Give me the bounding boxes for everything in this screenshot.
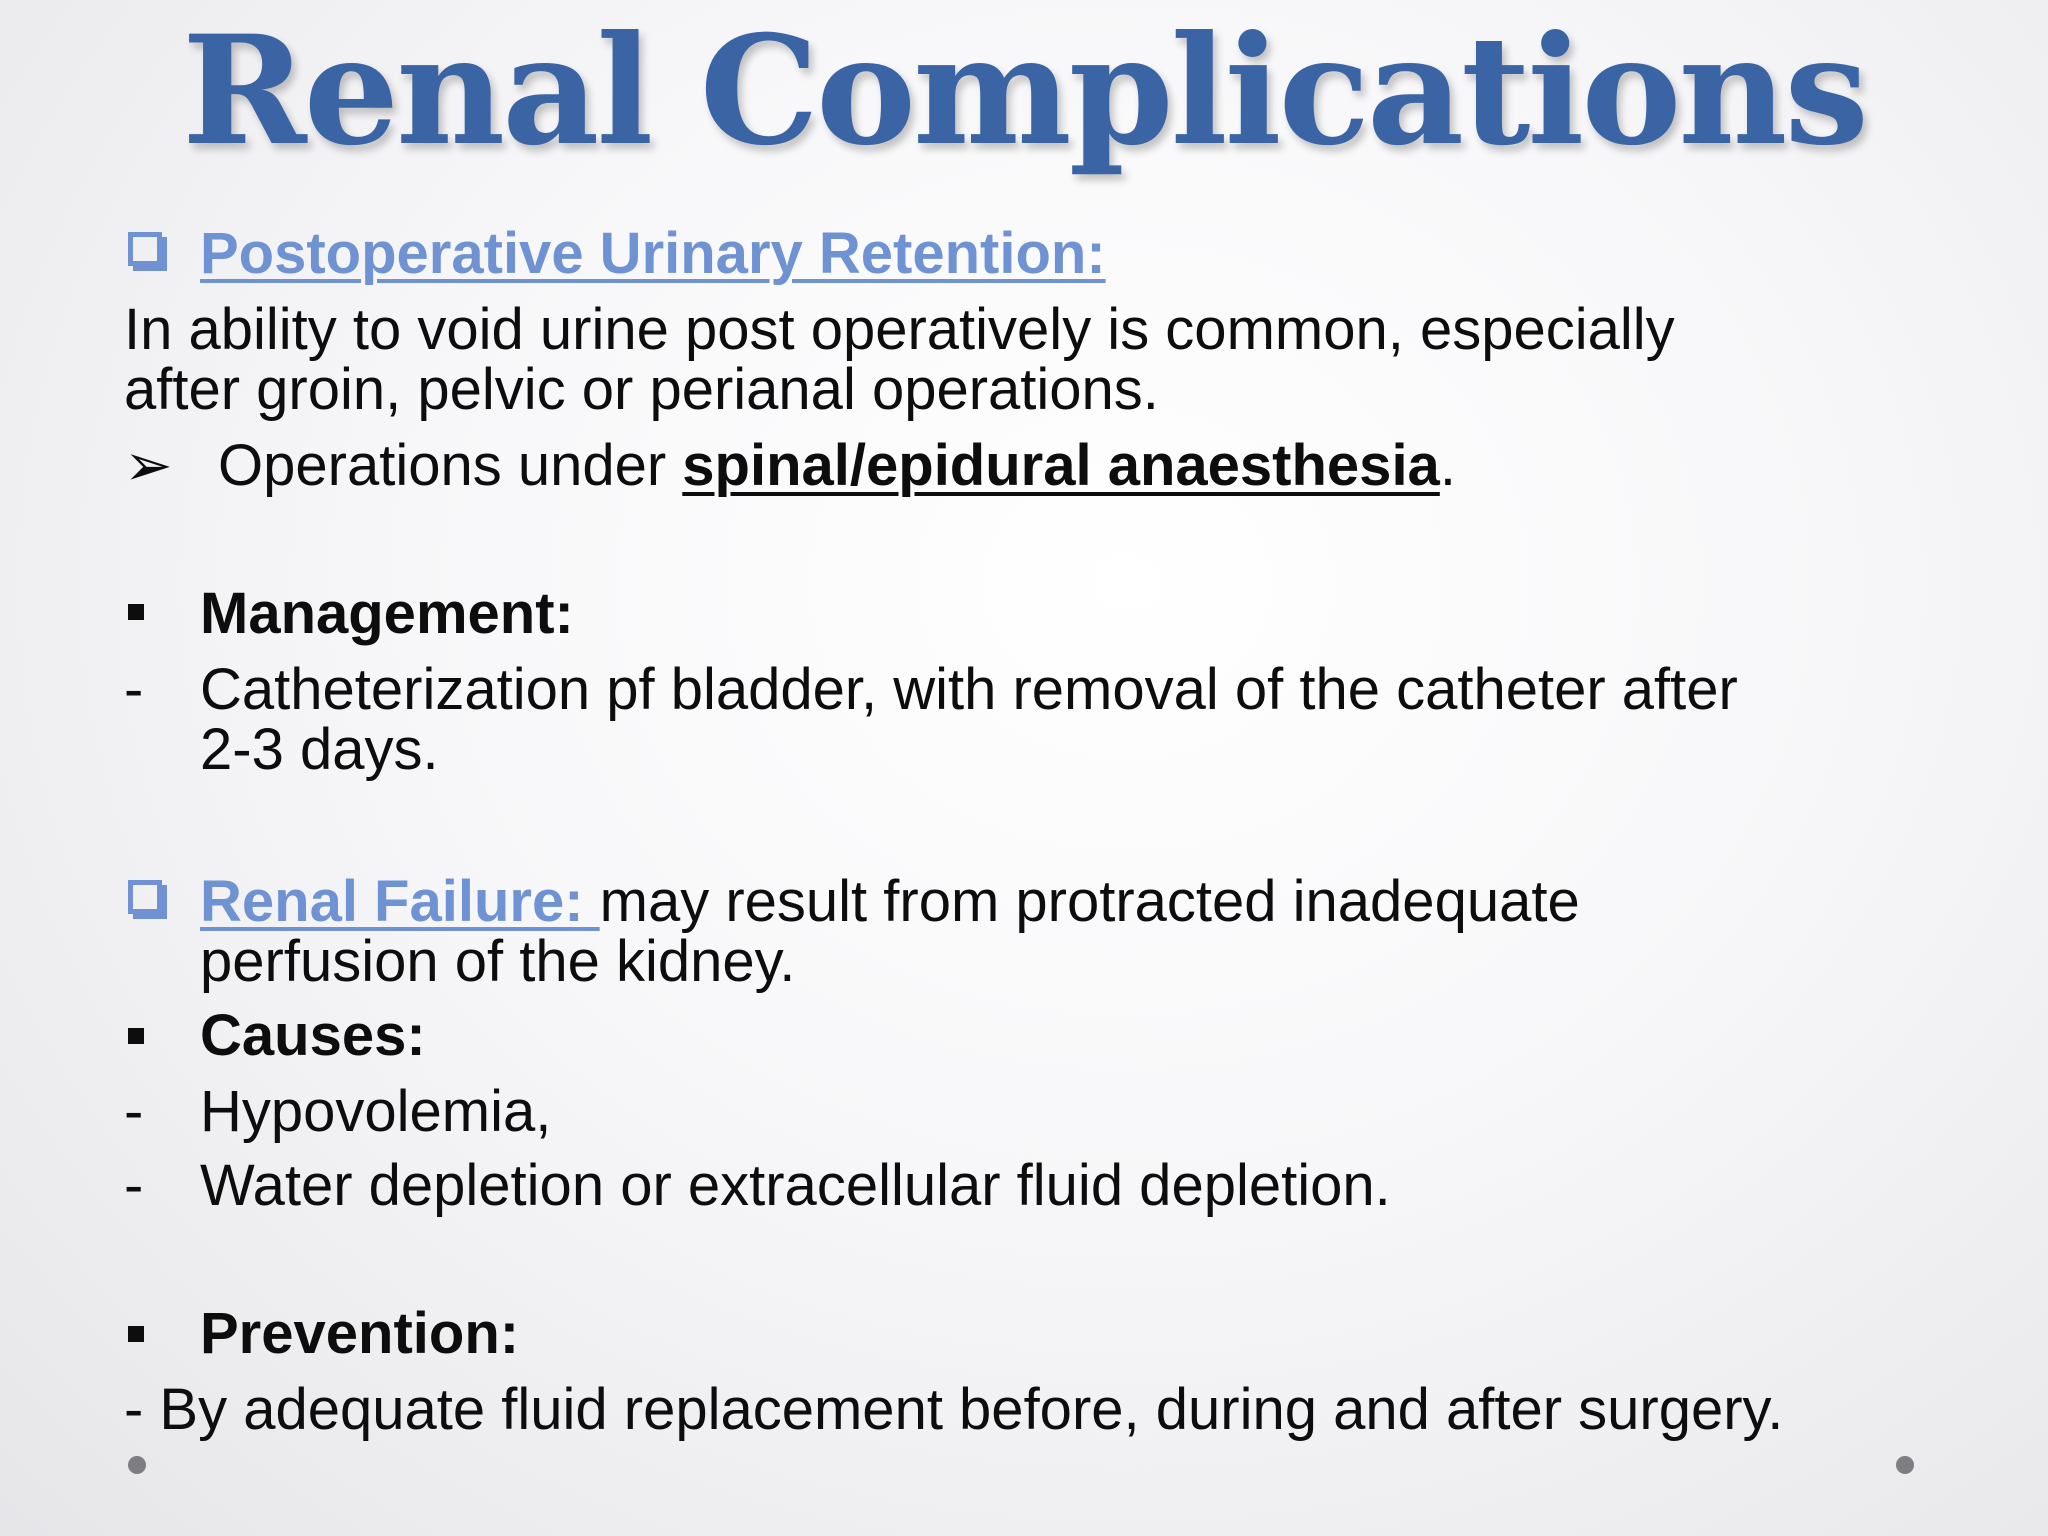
causes-item: Hypovolemia,: [200, 1079, 552, 1144]
checkbox-bullet-icon: [128, 232, 162, 266]
dash-bullet: -: [124, 1153, 144, 1218]
arrow-bullet-icon: ➢: [124, 433, 173, 498]
retention-heading: [200, 221, 1106, 286]
retention-paragraph-line-1: In ability to void urine post operatively is common, especially: [124, 297, 1675, 362]
management-label: Management:: [200, 581, 574, 646]
causes-item: Water depletion or extracellular fluid depletion.: [200, 1153, 1391, 1218]
square-bullet-icon: [128, 1028, 144, 1044]
square-bullet-icon: [128, 1326, 144, 1342]
renal-failure-heading: Renal Failure:: [200, 869, 600, 934]
slide-title: Renal Complications: [182, 3, 1866, 179]
arrow-item-emphasis: spinal/epidural anaesthesia: [682, 433, 1440, 498]
dash-bullet: -: [124, 657, 144, 722]
prevention-item: - By adequate fluid replacement before, during and after surgery.: [124, 1377, 1784, 1442]
dash-bullet: -: [124, 1079, 144, 1144]
arrow-item: [218, 433, 1456, 498]
renal-failure-line-2: perfusion of the kidney.: [200, 929, 796, 994]
corner-dot-right-icon: [1896, 1456, 1914, 1474]
retention-heading-text: Postoperative Urinary Retention:: [200, 221, 1106, 286]
management-item-line-1: Catheterization pf bladder, with removal of the catheter after: [200, 657, 1738, 722]
management-item-line-2: 2-3 days.: [200, 717, 439, 782]
renal-failure-text: may result from protracted inadequate: [599, 869, 1580, 934]
square-bullet-icon: [128, 604, 144, 620]
arrow-item-prefix: Operations under: [218, 433, 683, 498]
retention-paragraph-line-2: after groin, pelvic or perianal operations.: [124, 357, 1159, 422]
renal-failure-line-1: [200, 869, 1580, 934]
checkbox-bullet-icon: [128, 880, 162, 914]
causes-label: Causes:: [200, 1003, 426, 1068]
prevention-label: Prevention:: [200, 1301, 520, 1366]
arrow-item-suffix: .: [1439, 433, 1456, 498]
corner-dot-left-icon: [128, 1456, 146, 1474]
